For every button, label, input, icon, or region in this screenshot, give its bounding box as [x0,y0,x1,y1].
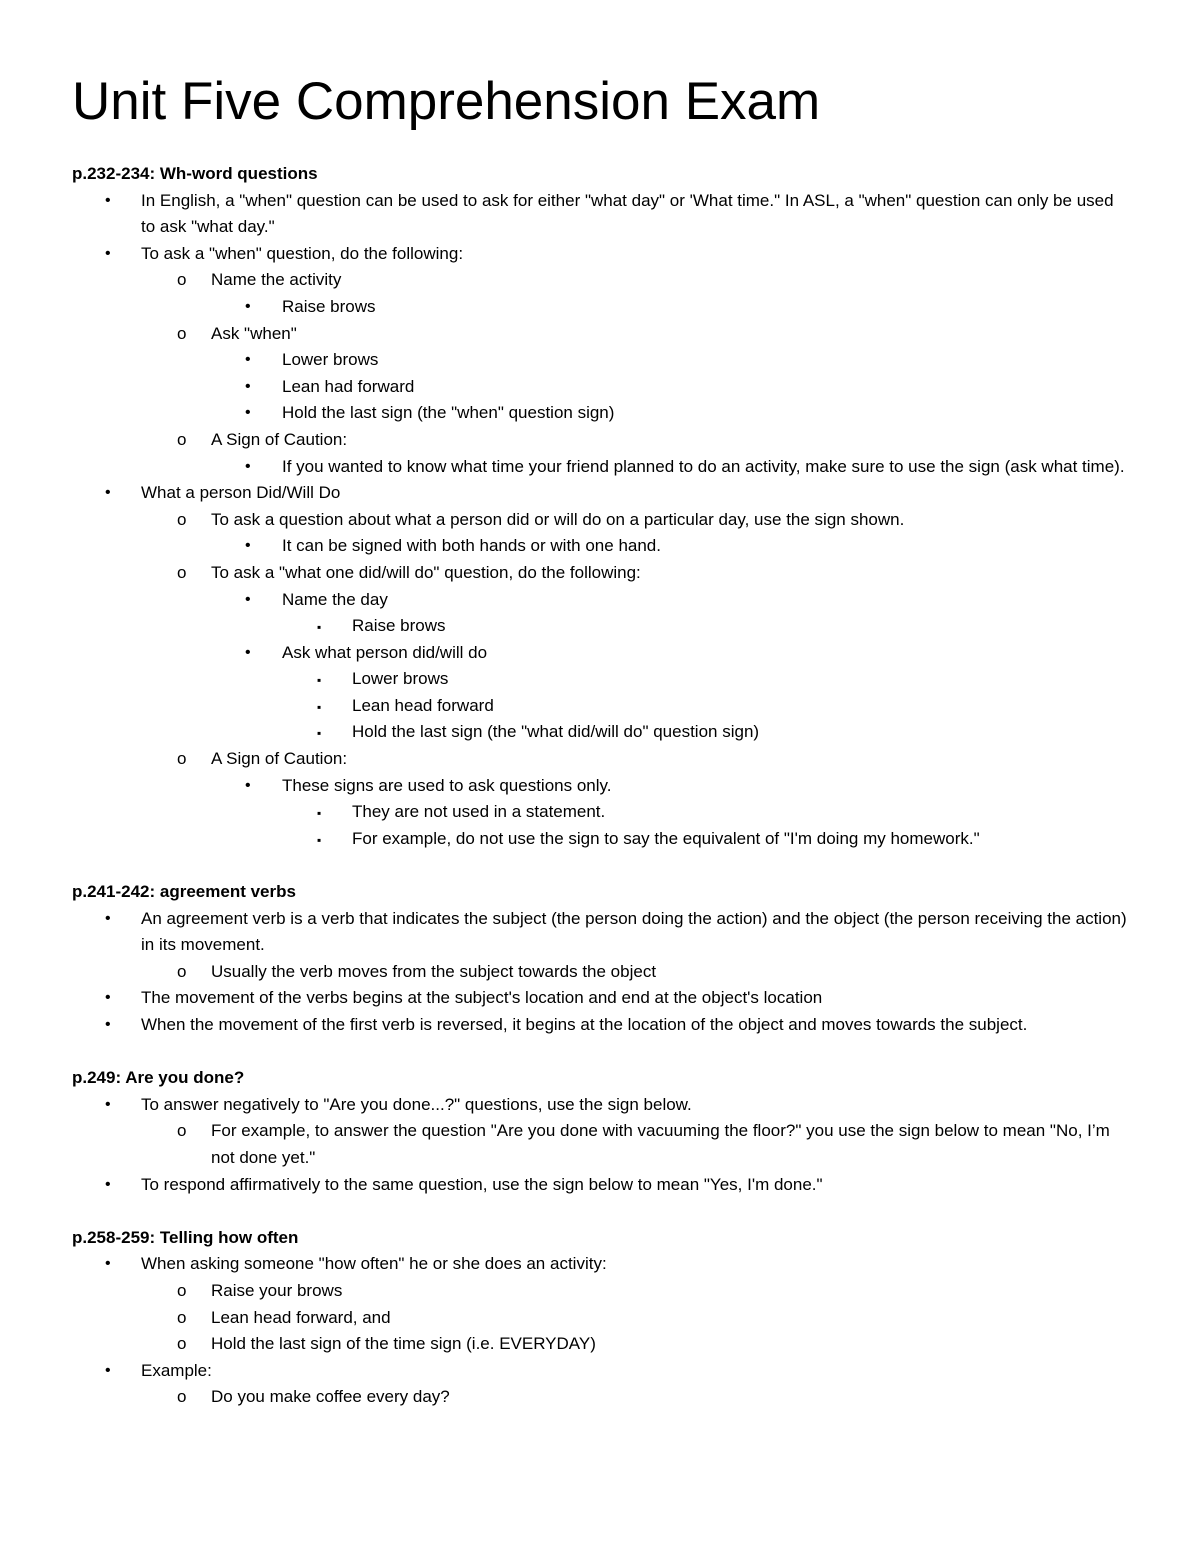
bullet-marker: • [105,1361,111,1379]
bullet-marker: • [105,1255,111,1273]
square-marker: ▪ [317,673,322,688]
circle-marker: o [177,1387,187,1407]
section-spacer [72,1039,1132,1066]
bullet-marker: • [105,484,111,502]
square-marker: ▪ [317,726,322,741]
list-item: • Lower brows [72,347,1132,374]
bullet-marker: • [245,643,251,661]
list-item: • To ask a "when" question, do the following: [72,241,1132,268]
bullet-marker: • [245,377,251,395]
list-item: ▪ Lean head forward [72,693,1132,720]
list-item: • In English, a "when" question can be used to ask for either "what day" or 'What time." In ASL, a "when" question can only be used to ask "what day." [72,188,1132,241]
section-spacer [72,852,1132,879]
list-item: ▪ They are not used in a statement. [72,799,1132,826]
list-item: • Example: [72,1358,1132,1385]
circle-marker: o [177,1307,187,1327]
circle-marker: o [177,270,187,290]
section-heading-wh-word-questions: p.232-234: Wh-word questions [72,164,318,183]
circle-marker: o [177,1121,187,1141]
bullet-marker: • [245,404,251,422]
list-item: • When the movement of the first verb is reversed, it begins at the location of the object and moves towards the subject. [72,1012,1132,1039]
square-marker: ▪ [317,832,322,847]
list-item: • If you wanted to know what time your friend planned to do an activity, make sure to use the sign (ask what time). [72,454,1132,481]
section-heading-agreement-verbs: p.241-242: agreement verbs [72,882,296,902]
bullet-marker: • [245,351,251,369]
list-item: o Lean head forward, and [72,1305,1132,1332]
circle-marker: o [177,509,187,529]
list-item: ▪ For example, do not use the sign to say the equivalent of "I'm doing my homework." [72,826,1132,853]
bullet-marker: • [105,191,111,209]
bullet-marker: • [105,909,111,927]
section-heading-telling-how-often: p.258-259: Telling how often [72,1227,299,1247]
list-item: • Lean had forward [72,374,1132,401]
square-marker: ▪ [317,806,322,821]
list-item: o Usually the verb moves from the subject towards the object [72,959,1132,986]
list-item: • These signs are used to ask questions only. [72,773,1132,800]
bullet-marker: • [245,297,251,315]
bullet-marker: • [245,776,251,794]
list-item: • Hold the last sign (the "when" question sign) [72,400,1132,427]
bullet-marker: • [105,1095,111,1113]
list-item: o To ask a "what one did/will do" question, do the following: [72,560,1132,587]
list-item: o Raise your brows [72,1278,1132,1305]
list-item: ▪ Hold the last sign (the "what did/will do" question sign) [72,719,1132,746]
list-item: • Ask what person did/will do [72,640,1132,667]
list-item: ▪ Raise brows [72,613,1132,640]
section-spacer [72,1198,1132,1225]
document-title: Unit Five Comprehension Exam [72,72,821,131]
list-item: • Raise brows [72,294,1132,321]
list-item: ▪ Lower brows [72,666,1132,693]
square-marker: ▪ [317,620,322,635]
circle-marker: o [177,961,187,981]
bullet-marker: • [245,457,251,475]
list-item: • What a person Did/Will Do [72,480,1132,507]
list-item: • To respond affirmatively to the same question, use the sign below to mean "Yes, I'm done." [72,1172,1132,1199]
list-item: • To answer negatively to "Are you done...?" questions, use the sign below. [72,1092,1132,1119]
list-item: • It can be signed with both hands or with one hand. [72,533,1132,560]
bullet-marker: • [105,1175,111,1193]
list-item: o Do you make coffee every day? [72,1384,1132,1411]
list-item: o Hold the last sign of the time sign (i.e. EVERYDAY) [72,1331,1132,1358]
list-item: o For example, to answer the question "Are you done with vacuuming the floor?" you use the sign below to mean "No, I’m not done yet." [72,1118,1132,1171]
list-item: o Name the activity [72,267,1132,294]
circle-marker: o [177,1280,187,1300]
list-item: • An agreement verb is a verb that indicates the subject (the person doing the action) and the object (the person receiving the action) in its movement. [72,906,1132,959]
document-content [72,161,1132,1411]
circle-marker: o [177,749,187,769]
list-item: o Ask "when" [72,321,1132,348]
list-item: • The movement of the verbs begins at the subject's location and end at the object's location [72,985,1132,1012]
bullet-marker: • [105,989,111,1007]
bullet-marker: • [105,1016,111,1033]
section-heading-are-you-done: p.249: Are you done? [72,1068,245,1088]
circle-marker: o [177,1334,187,1354]
circle-marker: o [177,429,187,449]
list-item: o To ask a question about what a person did or will do on a particular day, use the sign shown. [72,507,1132,534]
list-item: o A Sign of Caution: [72,746,1132,773]
bullet-marker: • [245,537,251,555]
square-marker: ▪ [317,699,322,714]
circle-marker: o [177,562,187,582]
list-item: • When asking someone "how often" he or she does an activity: [72,1251,1132,1278]
circle-marker: o [177,323,187,343]
bullet-marker: • [105,244,111,262]
list-item: o A Sign of Caution: [72,427,1132,454]
bullet-marker: • [245,590,251,608]
list-item: • Name the day [72,587,1132,614]
